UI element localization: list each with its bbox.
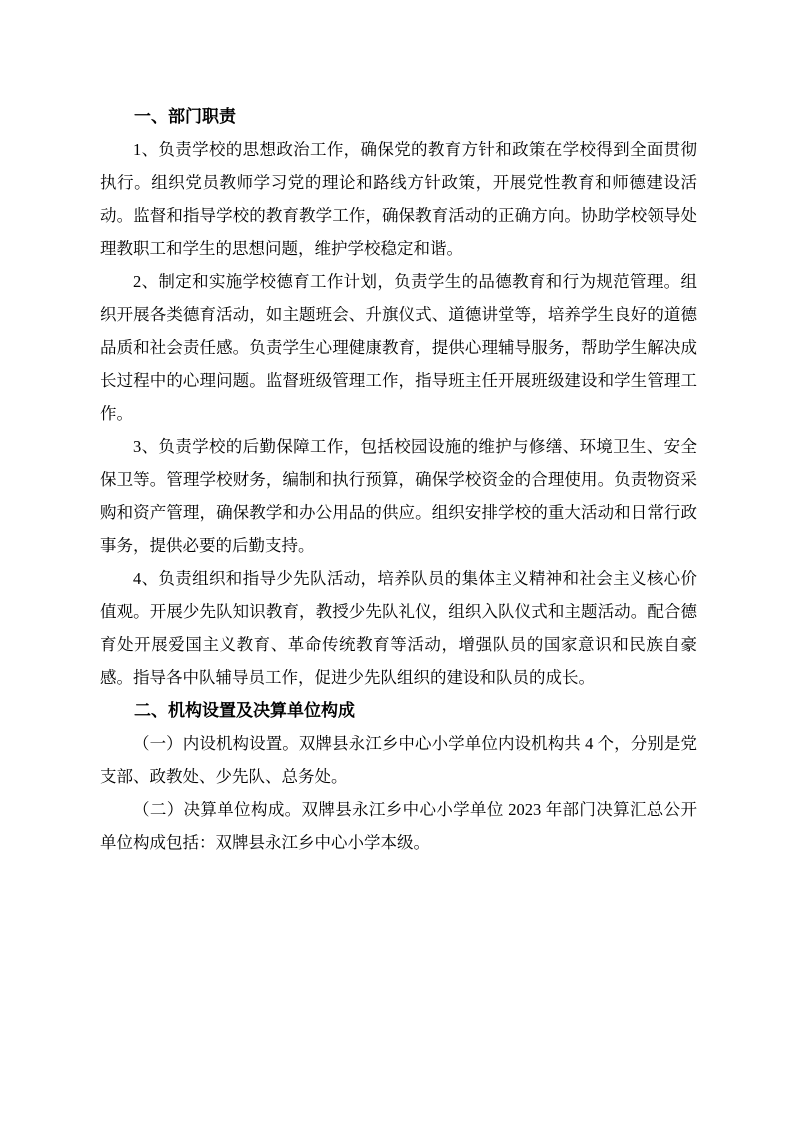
- duties-paragraph-4: 4、负责组织和指导少先队活动，培养队员的集体主义精神和社会主义核心价值观。开展少先队知识教育，教授少先队礼仪，组织入队仪式和主题活动。配合德育处开展爱国主义教育、革命传统教育等活动，增强队员的国家意识和民族自豪感。指导各中队辅导员工作，促进少先队组织的建设和队员的成长。: [100, 569, 697, 687]
- duties-paragraph-3: 3、负责学校的后勤保障工作，包括校园设施的维护与修缮、环境卫生、安全保卫等。管理学校财务，编制和执行预算，确保学校资金的合理使用。负责物资采购和资产管理，确保教学和办公用品的供应。组织安排学校的重大活动和日常行政事务，提供必要的后勤支持。: [100, 437, 697, 555]
- duties-paragraph-1: 1、负责学校的思想政治工作，确保党的教育方针和政策在学校得到全面贯彻执行。组织党员教师学习党的理论和路线方针政策，开展党性教育和师德建设活动。监督和指导学校的教育教学工作，确保教育活动的正确方向。协助学校领导处理教职工和学生的思想问题，维护学校稳定和谐。: [100, 140, 697, 258]
- structure-paragraph-1: （一）内设机构设置。双牌县永江乡中心小学单位内设机构共 4 个，分别是党支部、政教处、少先队、总务处。: [100, 734, 697, 786]
- section-heading-duties: 一、部门职责: [134, 107, 236, 126]
- duties-paragraph-2: 2、制定和实施学校德育工作计划，负责学生的品德教育和行为规范管理。组织开展各类德育活动，如主题班会、升旗仪式、道德讲堂等，培养学生良好的道德品质和社会责任感。负责学生心理健康教育，提供心理辅导服务，帮助学生解决成长过程中的心理问题。监督班级管理工作，指导班主任开展班级建设和学生管理工作。: [100, 272, 697, 423]
- section-heading-structure: 二、机构设置及决算单位构成: [134, 701, 355, 720]
- structure-paragraph-2: （二）决算单位构成。双牌县永江乡中心小学单位 2023 年部门决算汇总公开单位构成包括：双牌县永江乡中心小学本级。: [100, 800, 697, 852]
